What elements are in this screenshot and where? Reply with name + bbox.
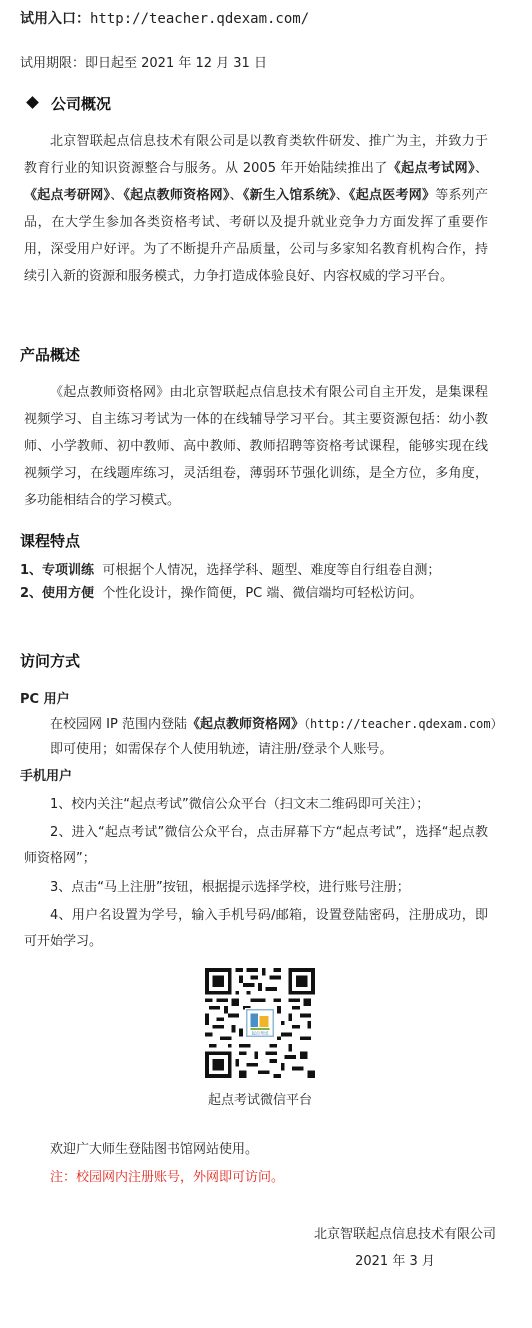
signature-date: 2021 年 3 月 — [355, 1254, 435, 1269]
trial-entry-label: 试用入口： — [20, 11, 90, 27]
pc-user-title: PC 用户 — [20, 692, 70, 707]
qr-code-image[interactable] — [205, 968, 315, 1078]
mobile-step: 2、进入“起点考试”微信公众平台，点击屏幕下方“起点考试”，选择“起点教师资格网”； — [24, 825, 488, 866]
feature-label: 2、使用方便 — [20, 586, 95, 601]
product-name-yikao: 《起点医考网》 — [349, 188, 436, 203]
mobile-user-title: 手机用户 — [20, 769, 73, 784]
separator: 、 — [335, 188, 350, 203]
trial-entry — [20, 8, 309, 30]
trial-period: 试用期限：即日起至 2021 年 12 月 31 日 — [20, 56, 267, 71]
mobile-step: 4、用户名设置为学号，输入手机号码/邮箱，设置登陆密码，注册成功，即可开始学习。 — [24, 908, 488, 949]
product-paragraph: 《起点教师资格网》由北京智联起点信息技术有限公司自主开发，是集课程视频学习、自主练习考试为一体的在线辅导学习平台。其主要资源包括：幼小教师、小学教师、初中教师、高中教师、教师招聘等资格考试课程，能够实现在线视频学习，在线题库练习，灵活组卷，薄弱环节强化训练，是全方位，多角度，多功能相结合的学习模式。 — [24, 385, 488, 508]
separator: 、 — [474, 161, 488, 176]
pc-line-text: 在校园网 IP 范围内登陆 — [50, 717, 187, 732]
company-heading — [28, 93, 111, 115]
pc-url-link[interactable]: （http://teacher.qdexam.com） — [303, 717, 503, 731]
separator: 、 — [229, 188, 243, 203]
company-heading-text: 公司概况 — [51, 95, 112, 113]
pc-user-line1 — [50, 712, 520, 737]
qr-logo-text: 起点考试 — [251, 1030, 269, 1036]
product-name-jiaoshi: 《起点教师资格网》 — [123, 188, 230, 203]
feature-text: 个性化设计，操作简便，PC 端、微信端均可轻松访问。 — [102, 586, 423, 601]
company-paragraph — [24, 128, 488, 290]
feature-text: 可根据个人情况，选择学科、题型、难度等自行组卷自测； — [102, 563, 441, 578]
welcome-text: 欢迎广大师生登陆图书馆网站使用。 — [50, 1142, 259, 1157]
mobile-step: 1、校内关注“起点考试”微信公众平台（扫文末二维码即可关注）； — [50, 797, 430, 812]
diamond-bullet-icon — [26, 96, 39, 109]
pc-product-name: 《起点教师资格网》 — [186, 717, 304, 732]
company-signature: 北京智联起点信息技术有限公司 — [313, 1227, 496, 1242]
product-name-kaoyan: 《起点考研网》 — [24, 188, 111, 203]
features-item — [20, 559, 510, 582]
features-item — [20, 582, 510, 605]
qr-caption: 起点考试微信平台 — [207, 1093, 312, 1108]
access-heading: 访问方式 — [20, 652, 81, 670]
separator: 、 — [110, 188, 124, 203]
pc-user-line2: 即可使用；如需保存个人使用轨迹，请注册/登录个人账号。 — [50, 742, 393, 757]
qr-center-logo — [245, 1008, 275, 1038]
company-rest-text: 等系列产品，在大学生参加各类资格考试、考研以及提升就业竞争力方面发挥了重要作用，深受用户好评。为了不断提升产品质量，公司与多家知名教育机构合作，持续引入新的资源和服务模式，力争打造成体验良好、内容权威的学习平台。 — [24, 188, 488, 284]
product-heading: 产品概述 — [20, 346, 81, 364]
trial-entry-url[interactable]: http://teacher.qdexam.com/ — [90, 11, 310, 27]
features-heading: 课程特点 — [20, 532, 81, 550]
product-name-xinsheng: 《新生入馆系统》 — [242, 188, 336, 203]
product-name-kaoshi: 《起点考试网》 — [387, 161, 475, 176]
mobile-step: 3、点击“马上注册”按钮，根据提示选择学校，进行账号注册； — [50, 880, 410, 895]
company-intro-text: 北京智联起点信息技术有限公司是以教育类软件研发、推广为主，并致力于教育行业的知识资源整合与服务。从 2005 年开始陆续推出了 — [24, 134, 488, 176]
note-text: 注：校园网内注册账号，外网即可访问。 — [50, 1170, 285, 1185]
feature-label: 1、专项训练 — [20, 563, 95, 578]
